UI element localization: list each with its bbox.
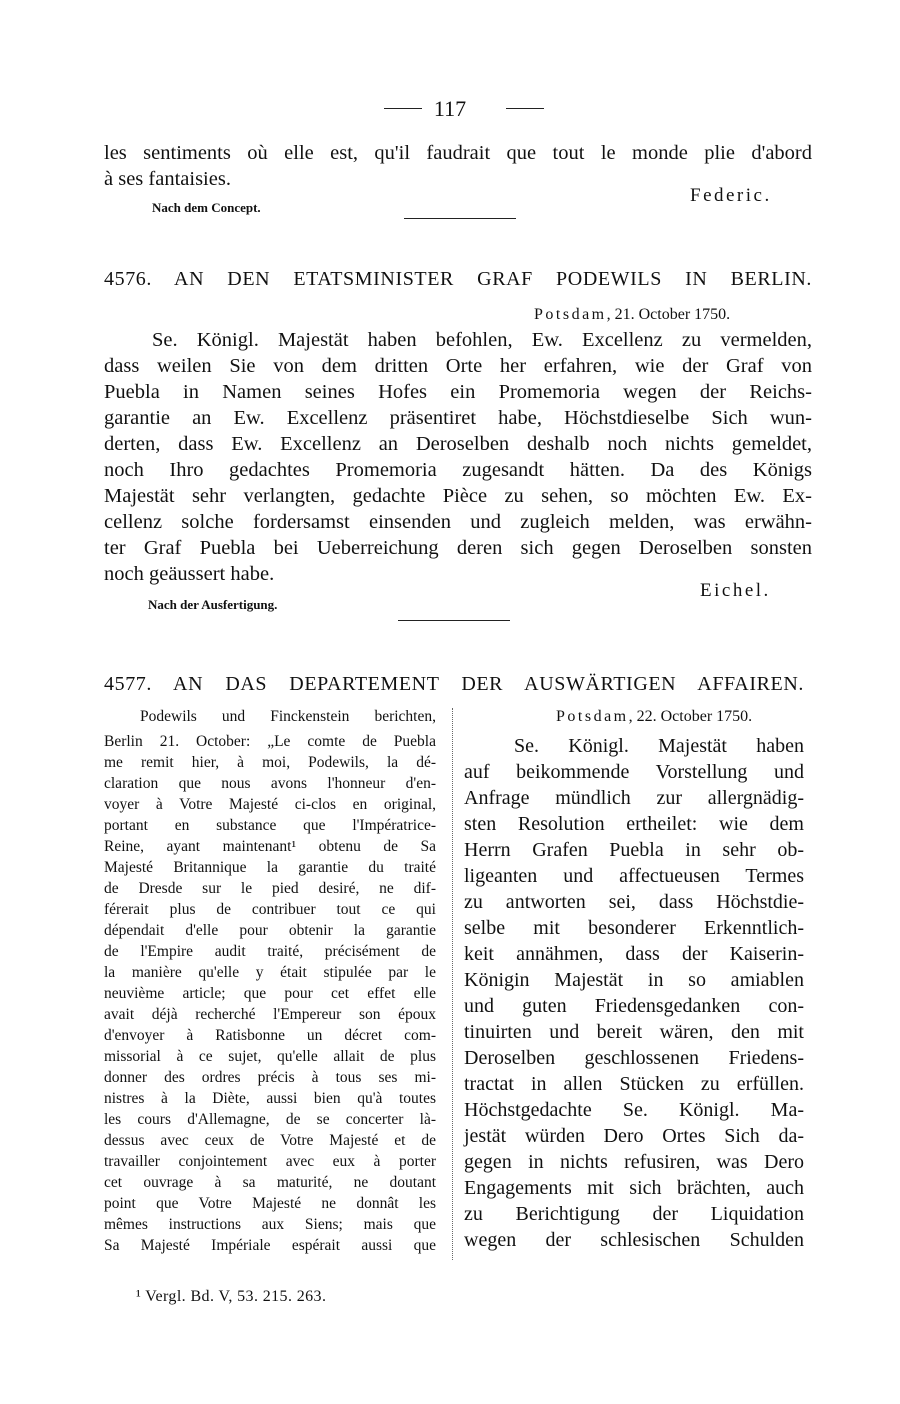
letter-4576-line: Majestät sehr verlangten, gedachte Pièce zu sehen, so möchten Ew. Ex- xyxy=(104,485,812,507)
letter-4577-report-line: les cours d'Allemagne, de se concerter là- xyxy=(104,1111,436,1128)
letter-4576-place: Potsdam xyxy=(534,306,607,323)
top-fragment-line: les sentiments où elle est, qu'il faudrait que tout le monde plie d'abord xyxy=(104,142,812,164)
letter-4577-report-line: cet ouvrage à sa maturité, ne doutant xyxy=(104,1174,436,1191)
letter-4577-resolution-line: Anfrage mündlich zur allergnädig- xyxy=(464,787,804,809)
letter-4577-resolution-line: Königin Majestät in so amiablen xyxy=(464,969,804,991)
letter-4576-line: Se. Königl. Majestät haben befohlen, Ew. Excellenz zu vermelden, xyxy=(152,329,812,351)
letter-4577-resolution-line: selbe mit besonderer Erkenntlich- xyxy=(464,917,804,939)
letter-4577-place-date xyxy=(556,708,752,726)
letter-4577-report-line: d'envoyer à Ratisbonne un décret com- xyxy=(104,1027,436,1044)
letter-4577-place: Potsdam xyxy=(556,708,629,725)
letter-4577-resolution-line: jestät würden Dero Ortes Sich da- xyxy=(464,1125,804,1147)
letter-4576-line: noch geäussert habe. xyxy=(104,563,275,585)
letter-4577-resolution-line: Herrn Grafen Puebla in sehr ob- xyxy=(464,839,804,861)
letter-4576-heading: 4576. AN DEN ETATSMINISTER GRAF PODEWILS IN BERLIN. xyxy=(104,268,812,290)
letter-4577-resolution-line: und guten Friedensgedanken con- xyxy=(464,995,804,1017)
letter-4576-source-note: Nach der Ausfertigung. xyxy=(148,597,278,612)
top-fragment-signature: Federic. xyxy=(690,185,772,206)
column-separator xyxy=(452,708,453,1260)
letter-4577-report-line: avait déjà recherché l'Empereur son époux xyxy=(104,1006,436,1023)
letter-4577-heading: 4577. AN DAS DEPARTEMENT DER AUSWÄRTIGEN AFFAIREN. xyxy=(104,673,804,695)
letter-4576-line: dass weilen Sie von dem dritten Orte her erfahren, wie der Graf von xyxy=(104,355,812,377)
letter-4577-resolution-line: tinuirten und bereit wären, den mit xyxy=(464,1021,804,1043)
letter-4577-report-line: Majesté Britannique la garantie du traité xyxy=(104,859,436,876)
letter-4577-report-line: travailler conjointement avec eux à porter xyxy=(104,1153,436,1170)
letter-4576-line: cellenz solche fordersamst einsenden und zugleich melden, was erwähn- xyxy=(104,511,812,533)
letter-4576-line: ter Graf Puebla bei Ueberreichung deren sich gegen Deroselben sonsten xyxy=(104,537,812,559)
letter-4576-place-date xyxy=(534,306,730,324)
letter-4577-date: , 22. October 1750. xyxy=(628,708,753,725)
letter-4577-resolution-line: sten Resolution ertheilet: wie dem xyxy=(464,813,804,835)
letter-4577-report-line: donner des ordres précis à tous ses mi- xyxy=(104,1069,436,1086)
letter-4577-resolution-line: gegen in nichts refusiren, was Dero xyxy=(464,1151,804,1173)
letter-4576-line: Puebla in Namen seines Hofes ein Promemoria wegen der Reichs- xyxy=(104,381,812,403)
section-divider xyxy=(404,218,516,219)
letter-4577-report-line: missorial à ce sujet, qu'elle allait de plus xyxy=(104,1048,436,1065)
letter-4577-resolution-line: auf beikommende Vorstellung und xyxy=(464,761,804,783)
letter-4576-line: noch Ihro gedachtes Promemoria zugesandt hätten. Da des Königs xyxy=(104,459,812,481)
letter-4576-line: garantie an Ew. Excellenz präsentiret habe, Höchstdieselbe Sich wun- xyxy=(104,407,812,429)
letter-4577-report-line: voyer à Votre Majesté ci-clos en original, xyxy=(104,796,436,813)
letter-4576-line: derten, dass Ew. Excellenz an Deroselben deshalb noch nichts gemeldet, xyxy=(104,433,812,455)
letter-4577-report-line: dessus avec ceux de Votre Majesté et de xyxy=(104,1132,436,1149)
letter-4577-resolution-line: keit annähmen, dass der Kaiserin- xyxy=(464,943,804,965)
letter-4577-report-line: Berlin 21. October: „Le comte de Puebla xyxy=(104,733,436,750)
letter-4577-report-line: neuvième article; que pour cet effet elle xyxy=(104,985,436,1002)
letter-4577-report-line: me remit hier, à moi, Podewils, la dé- xyxy=(104,754,436,771)
letter-4577-report-line: portant en substance que l'Impératrice- xyxy=(104,817,436,834)
letter-4577-report-line: la manière qu'elle y était stipulée par le xyxy=(104,964,436,981)
page-number: 117 xyxy=(433,96,467,121)
letter-4576-date: , 21. October 1750. xyxy=(606,306,731,323)
letter-4577-report-line: de l'Empire audit traité, précisément de xyxy=(104,943,436,960)
letter-4577-resolution-line: wegen der schlesischen Schulden xyxy=(464,1229,804,1251)
letter-4577-report-line: Reine, ayant maintenant¹ obtenu de Sa xyxy=(104,838,436,855)
letter-4577-report-line: Sa Majesté Impériale espérait aussi que xyxy=(104,1237,436,1254)
page-number-rule-right xyxy=(506,108,544,109)
letter-4577-report-line: nistres à la Diète, aussi bien qu'à toutes xyxy=(104,1090,436,1107)
top-fragment-line: à ses fantaisies. xyxy=(104,168,231,190)
letter-4577-resolution-line: Engagements mit sich brächten, auch xyxy=(464,1177,804,1199)
letter-4577-resolution-line: Deroselben geschlossenen Friedens- xyxy=(464,1047,804,1069)
letter-4577-resolution-line: Höchstgedachte Se. Königl. Ma- xyxy=(464,1099,804,1121)
letter-4577-resolution-line: zu antworten sei, dass Höchstdie- xyxy=(464,891,804,913)
letter-4577-report-line: dépendait d'elle pour obtenir la garantie xyxy=(104,922,436,939)
footnote: ¹ Vergl. Bd. V, 53. 215. 263. xyxy=(136,1288,327,1305)
letter-4576-signature: Eichel. xyxy=(700,580,771,601)
letter-4577-resolution-line: zu Berichtigung der Liquidation xyxy=(464,1203,804,1225)
letter-4577-report-line: férerait plus de contribuer tout ce qui xyxy=(104,901,436,918)
letter-4577-report-line: point que Votre Majesté ne donnât les xyxy=(104,1195,436,1212)
letter-4577-report-line: mêmes instructions aux Siens; mais que xyxy=(104,1216,436,1233)
letter-4577-resolution-line: tractat in allen Stücken zu erfüllen. xyxy=(464,1073,804,1095)
letter-4577-report-line: Podewils und Finckenstein berichten, xyxy=(140,708,436,725)
section-divider xyxy=(398,620,510,621)
letter-4577-report-line: claration que nous avons l'honneur d'en- xyxy=(104,775,436,792)
letter-4577-resolution-line: Se. Königl. Majestät haben xyxy=(514,735,804,757)
letter-4577-report-line: de Dresde sur le pied desiré, ne dif- xyxy=(104,880,436,897)
top-fragment-source-note: Nach dem Concept. xyxy=(152,200,261,215)
letter-4577-resolution-line: ligeanten und affectueusen Termes xyxy=(464,865,804,887)
